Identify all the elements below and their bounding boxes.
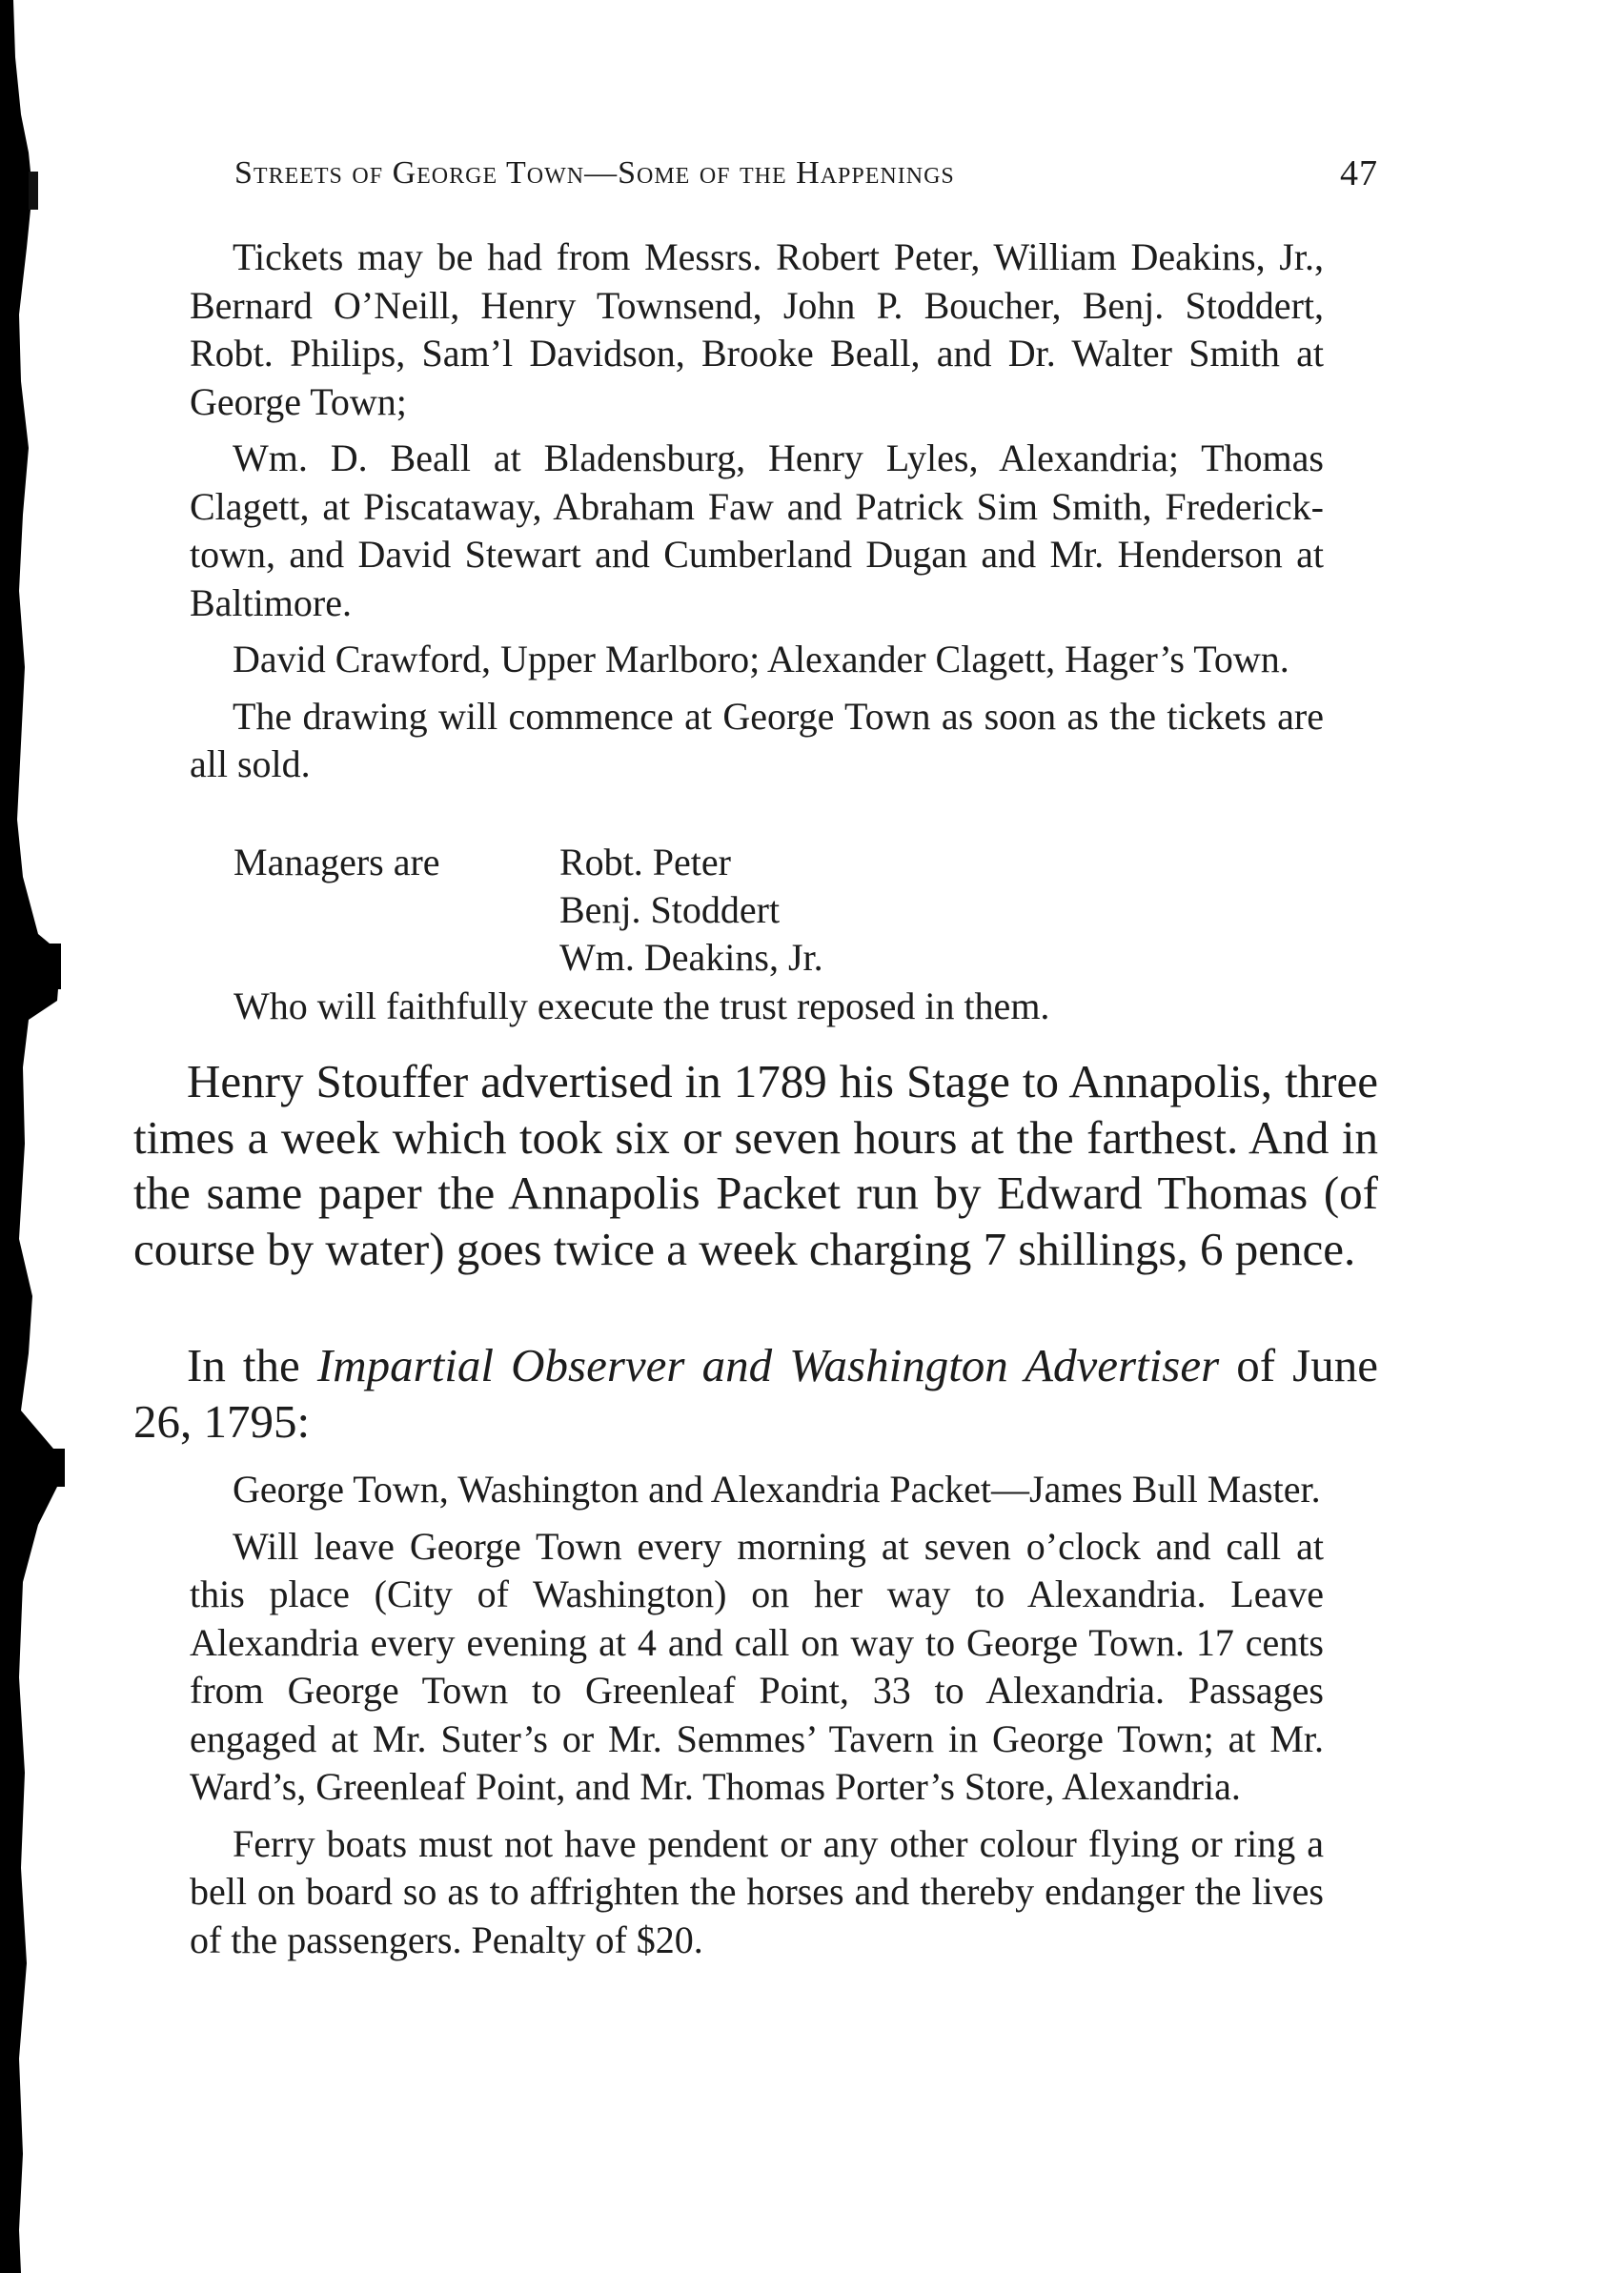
quote-paragraph: Will leave George Town every morning at seven o’clock and call at this place (City of Washington) on her way to Alexandria. Leave Alexandria every evening at 4 and call on way to George Town. 17 cents from George Town to Greenleaf Point, 33 to Alexandria. Passages engaged at Mr. Suter’s or Mr. Semmes’ Tavern in George Town; at Mr. Ward’s, Greenleaf Point, and Mr. Thomas Porter’s Store, Alexandria. (190, 1524, 1324, 1808)
page-number: 47 (1340, 153, 1378, 193)
managers-names (559, 839, 823, 982)
quote-paragraph: Tickets may be had from Messrs. Robert Peter, William Deakins, Jr., Bernard O’Neill, Henry Townsend, John P. Boucher, Benj. Stoddert, Robt. Philips, Sam’l Davidson, Brooke Beall, and Dr. Walter Smith at George Town; (190, 235, 1324, 423)
running-title: Streets of George Town—Some of the Happenings (234, 155, 955, 191)
body-paragraph-observer (133, 1338, 1378, 1450)
packet-notice-quote (190, 1466, 1324, 1973)
body-text-prefix: In the (187, 1339, 317, 1391)
running-header (234, 145, 1378, 202)
quote-paragraph: Ferry boats must not have pendent or any other colour flying or ring a bell on board so as to affrighten the horses and thereby endanger the lives of the passengers. Penalty of $20. (190, 1821, 1324, 1961)
managers-label: Managers are (233, 841, 440, 883)
body-text-suffix: of June 26, 1795: (133, 1339, 1378, 1448)
newspaper-title: Impartial Observer and Washington Advertiser (316, 1339, 1220, 1391)
quote-paragraph: The drawing will commence at George Town as soon as the tickets are all sold. (190, 694, 1324, 785)
quote-closing-line: Who will faithfully execute the trust reposed in them. (233, 984, 1050, 1027)
quote-paragraph: David Crawford, Upper Marlboro; Alexander Clagett, Hager’s Town. (233, 638, 1289, 680)
quote-paragraph: George Town, Washington and Alexandria Packet—James Bull Master. (233, 1468, 1321, 1511)
body-paragraph-stage (133, 1054, 1378, 1277)
body-paragraph: Henry Stouffer advertised in 1789 his Stage to Annapolis, three times a week which took six or seven hours at the farthest. And in the same paper the Annapolis Packet run by Edward Thomas (of course by water) goes twice a week charging 7 shillings, 6 pence. (133, 1055, 1378, 1275)
manager-name: Wm. Deakins, Jr. (559, 936, 823, 979)
manager-name: Robt. Peter (559, 841, 731, 883)
body-paragraph (133, 1338, 1378, 1450)
manager-name: Benj. Stoddert (559, 888, 781, 931)
quote-paragraph: Wm. D. Beall at Bladensburg, Henry Lyles, Alexandria; Thomas Clagett, at Piscataway, Abraham Faw and Patrick Sim Smith, Frederick-town, and David Stewart and Cumberland Dugan and Mr. Henderson at Baltimore. (190, 436, 1324, 624)
lottery-notice-quote (190, 233, 1324, 798)
